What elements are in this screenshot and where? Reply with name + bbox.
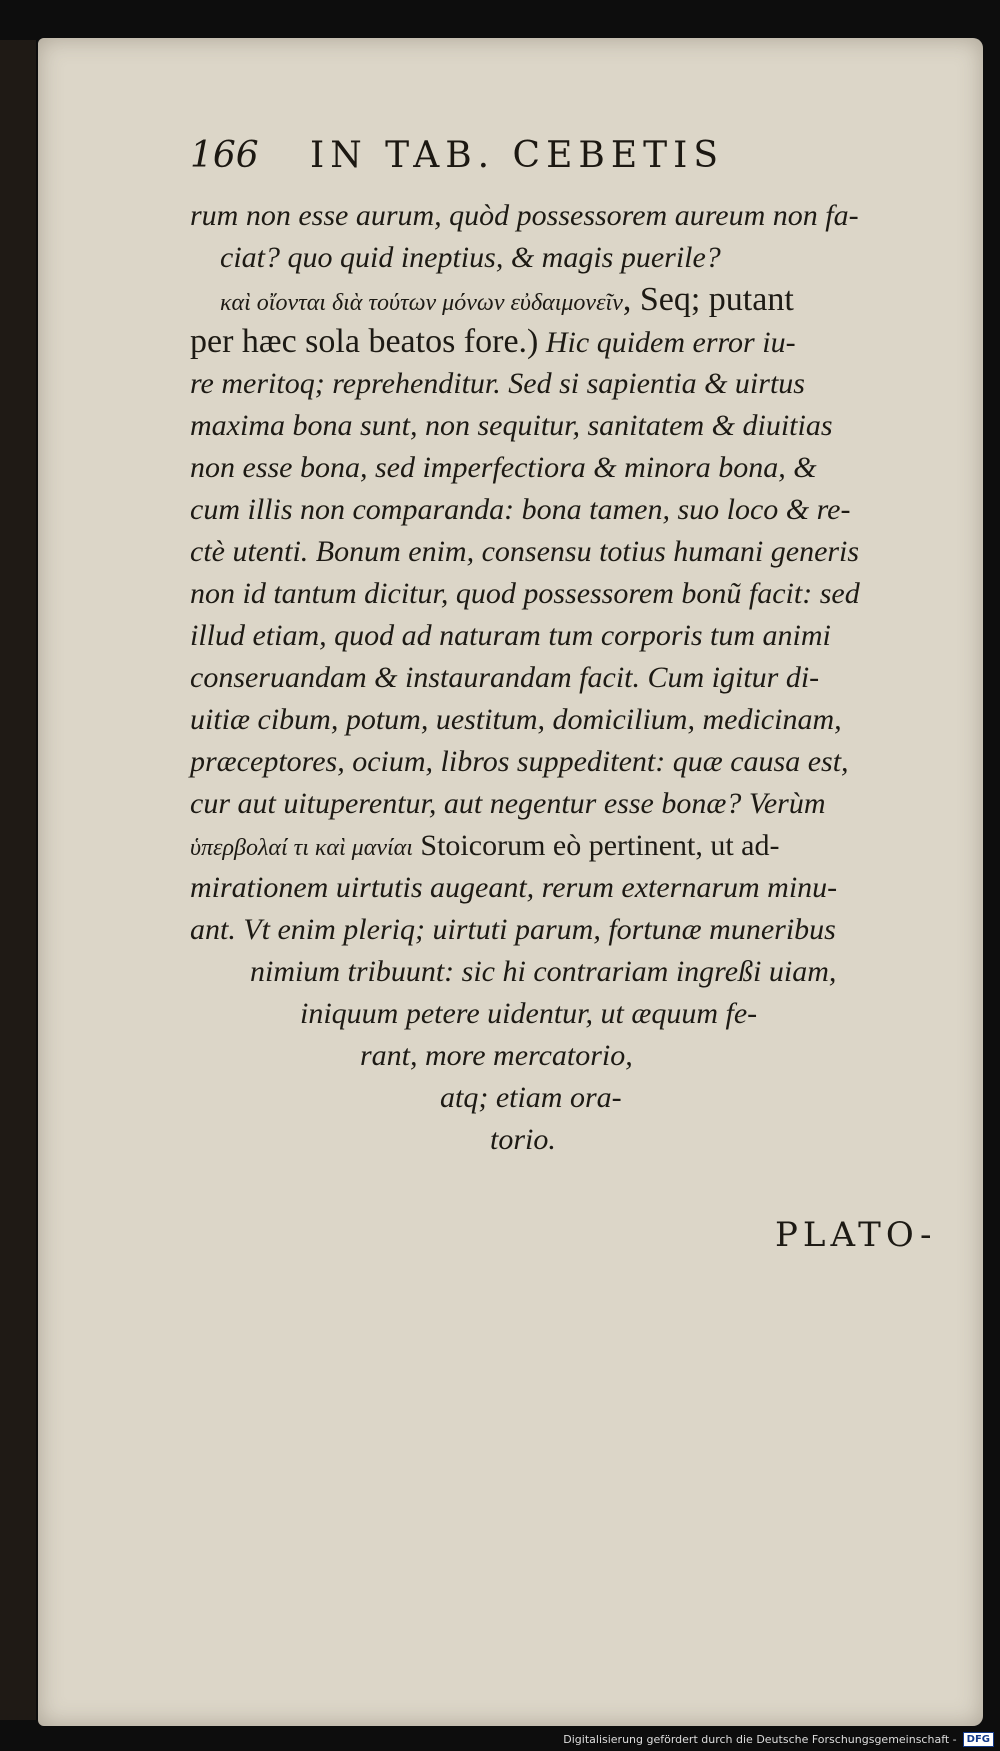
page-header	[190, 135, 860, 176]
text-line: cum illis non comparanda: bona tamen, suo loco & re-	[190, 493, 851, 526]
body-text	[190, 195, 940, 1161]
text-line: atq; etiam ora-	[440, 1081, 622, 1114]
text-line: præceptores, ocium, libros suppeditent: quæ causa est,	[190, 745, 849, 778]
text-line: mirationem uirtutis augeant, rerum externarum minu-	[190, 871, 838, 904]
text-line: nimium tribuunt: sic hi contrariam ingreßi uiam,	[250, 955, 837, 988]
text-line: cur aut uituperentur, aut negentur esse bonæ? Verùm	[190, 787, 826, 820]
text-line: conseruandam & instaurandam facit. Cum igitur di-	[190, 661, 820, 694]
text-line: ctè utenti. Bonum enim, consensu totius humani generis	[190, 535, 860, 568]
text-line: re meritoq; reprehenditur. Sed si sapientia & uirtus	[190, 367, 805, 400]
text-line: ciat? quo quid ineptius, & magis puerile?	[220, 241, 721, 274]
catchword: PLATO-	[775, 1215, 937, 1255]
greek-quote: ὑπερβολαί τι καὶ μανίαι	[190, 835, 413, 861]
text-line: non id tantum dicitur, quod possessorem bonũ facit: sed	[190, 577, 860, 610]
text-line: καὶ οἴονται διὰ τούτων μόνων εὐδαιμονεῖν, Seq; putant	[220, 281, 794, 318]
page-number: 166	[190, 135, 259, 176]
text-line: illud etiam, quod ad naturam tum corporis tum animi	[190, 619, 831, 652]
text-line: rum non esse aurum, quòd possessorem aureum non fa-	[190, 199, 859, 232]
text-line: ant. Vt enim pleriq; uirtuti parum, fortunæ muneribus	[190, 913, 836, 946]
text-line: torio.	[490, 1123, 556, 1156]
book-spine	[0, 40, 36, 1720]
running-title: IN TAB. CEBETIS	[310, 135, 724, 176]
text-line: maxima bona sunt, non sequitur, sanitatem & diuitias	[190, 409, 833, 442]
text-line: rant, more mercatorio,	[360, 1039, 633, 1072]
text-line: uitiæ cibum, potum, uestitum, domicilium, medicinam,	[190, 703, 842, 736]
text-line: ὑπερβολαί τι καὶ μανίαι Stoicorum eò pertinent, ut ad-	[190, 829, 780, 862]
text-line: non esse bona, sed imperfectiora & minora bona, &	[190, 451, 817, 484]
text-line: per hæc sola beatos fore.) Hic quidem error iu-	[190, 323, 796, 360]
dfg-logo: DFG	[963, 1732, 994, 1747]
credit-text: Digitalisierung gefördert durch die Deutsche Forschungsgemeinschaft -	[563, 1733, 957, 1746]
greek-quote: καὶ οἴονται διὰ τούτων μόνων εὐδαιμονεῖν	[220, 290, 623, 316]
digitization-credit	[563, 1732, 994, 1747]
text-line: iniquum petere uidentur, ut æquum fe-	[300, 997, 758, 1030]
